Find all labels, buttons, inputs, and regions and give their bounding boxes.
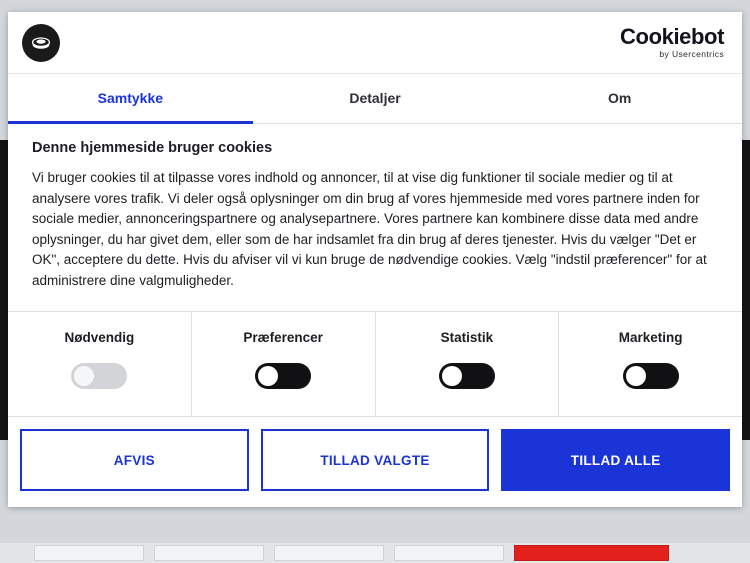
toggle-knob (74, 366, 94, 386)
toggle-marketing[interactable] (623, 363, 679, 389)
toggle-knob (258, 366, 278, 386)
brand-name: Cookiebot (620, 24, 724, 50)
consent-categories (8, 312, 742, 417)
toggle-knob (626, 366, 646, 386)
toggle-knob (442, 366, 462, 386)
allow-all-button[interactable] (501, 429, 730, 491)
dialog-header (8, 12, 742, 74)
dialog-body (8, 124, 742, 312)
deny-button-label: AFVIS (113, 452, 155, 468)
dialog-title: Denne hjemmeside bruger cookies (32, 140, 273, 156)
background-footer-item (394, 545, 504, 561)
category-label: Præferencer (243, 330, 323, 346)
dialog-actions (8, 417, 742, 507)
category-statistics (376, 312, 560, 416)
category-marketing (559, 312, 742, 416)
background-footer-item (34, 545, 144, 561)
allow-all-button-label: TILLAD ALLE (570, 452, 661, 468)
tab-label: Detaljer (349, 89, 401, 106)
allow-selection-button-label: TILLAD VALGTE (320, 452, 430, 468)
brand-subtitle: by Usercentrics (659, 49, 724, 60)
background-footer-item (274, 545, 384, 561)
tab-samtykke[interactable] (8, 74, 253, 124)
category-label: Marketing (618, 330, 683, 346)
tab-detaljer[interactable] (253, 74, 498, 124)
category-necessary (8, 312, 192, 416)
tab-label: Om (608, 89, 632, 106)
category-label: Statistik (440, 330, 494, 346)
dialog-description: Vi bruger cookies til at tilpasse vores indhold og annoncer, til at vise dig funktioner til sociale medier og til at analysere vores trafik. Vi deler også oplysninger om din brug af vores hjemmeside med vores partnere inden for sociale medier, annonceringspartnere og analysepartnere. Vores partnere kan kombinere disse data med andre oplysninger, du har givet dem, eller som de har indsamlet fra din brug af deres tjenester. Hvis du vælger "Det er OK", acceptere du dette. Hvis du afviser vil vi kun bruge de nødvendige cookies. Vælg "indstil præferencer" for at administrere dine valgmuligheder. (32, 170, 707, 288)
cookie-consent-dialog (8, 12, 742, 507)
tab-om[interactable] (497, 74, 742, 124)
toggle-statistics[interactable] (439, 363, 495, 389)
category-label: Nødvendig (64, 330, 135, 346)
category-preferences (192, 312, 376, 416)
cookie-icon (22, 24, 60, 62)
toggle-necessary (71, 363, 127, 389)
toggle-preferences[interactable] (255, 363, 311, 389)
tab-label: Samtykke (97, 89, 164, 106)
allow-selection-button[interactable] (261, 429, 490, 491)
brand-logo (620, 26, 724, 59)
dialog-tabs (8, 74, 742, 124)
background-footer-items (34, 545, 669, 561)
background-footer-item-highlight (514, 545, 669, 561)
deny-button[interactable] (20, 429, 249, 491)
background-footer-item (154, 545, 264, 561)
